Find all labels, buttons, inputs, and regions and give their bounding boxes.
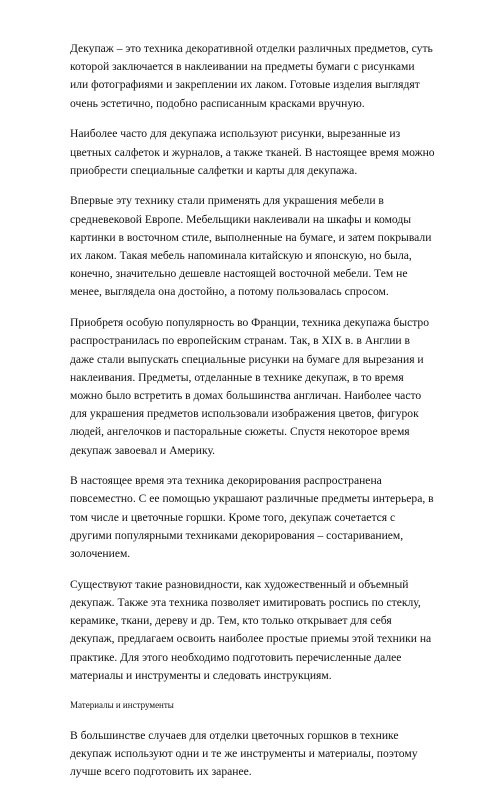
paragraph: Декупаж – это техника декоративной отделки различных предметов, суть которой заключается в наклеивании на предметы бумаги с рисунками или фотографиями и закреплении их лаком. Готовые изделия выглядят очень эстетично, подобно расписанным красками вручную.	[70, 42, 433, 110]
document-body	[70, 40, 435, 794]
paragraph: Впервые эту технику стали применять для украшения мебели в средневековой Европе. Мебельщики наклеивали на шкафы и комоды картинки в восточном стиле, выполненные на бумаге, и затем покрывали их лаком. Такая мебель напоминала китайскую и японскую, но была, конечно, значительно дешевле настоящей восточной мебели. Тем не менее, выглядела она достойно, а потому пользовалась спросом.	[70, 194, 432, 299]
paragraph: Наиболее часто для декупажа используют рисунки, вырезанные из цветных салфеток и журналов, а также тканей. В настоящее время можно приобрести специальные салфетки и карты для декупажа.	[70, 127, 435, 177]
paragraph: В настоящее время эта техника декорирования распространена повсеместно. С ее помощью украшают различные предметы интерьера, в том числе и цветочные горшки. Кроме того, декупаж сочетается с другими популярными техниками декорирования – состариванием, золочением.	[70, 474, 434, 561]
paragraph: В большинстве случаев для отделки цветочных горшков в технике декупаж используют одни и те же инструменты и материалы, поэтому лучше всего подготовить их заранее.	[70, 728, 418, 778]
section-heading: Материалы и инструменты	[70, 699, 174, 710]
paragraph: Существуют такие разновидности, как художественный и объемный декупаж. Также эта техника позволяет имитировать роспись по стеклу, керамике, ткани, дереву и др. Тем, кто только открывает для себя декупаж, предлагаем освоить наиболее простые приемы этой техники на практике. Для этого необходимо подготовить перечисленные далее материалы и инструменты и следовать инструкциям.	[70, 577, 432, 682]
paragraph: Приобретя особую популярность во Франции, техника декупажа быстро распространилась по европейским странам. Так, в XIX в. в Англии в даже стали выпускать специальные рисунки на бумаге для вырезания и наклеивания. Предметы, отделанные в технике декупаж, в то время можно было встретить в домах большинства англичан. Наиболее часто для украшения предметов использовали изображения цветов, фигурок людей, ангелочков и пасторальные сюжеты. Спустя некоторое время декупаж завоевал и Америку.	[70, 316, 430, 457]
